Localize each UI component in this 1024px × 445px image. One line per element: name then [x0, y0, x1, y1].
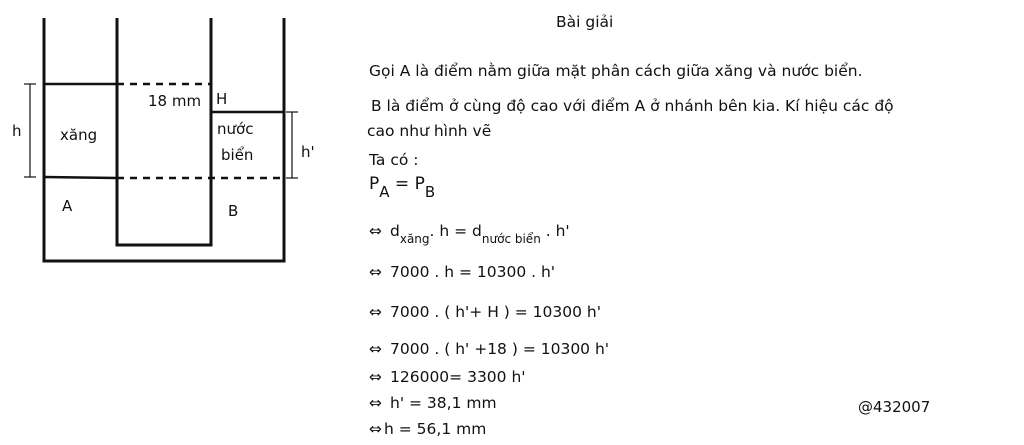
h-prime-label: h' — [301, 143, 315, 161]
equation-7: ⇔ h = 56,1 mm — [369, 420, 487, 438]
iff-icon: ⇔ — [369, 222, 382, 240]
H-label: H — [216, 90, 228, 108]
equation-6: ⇔ h' = 38,1 mm — [369, 394, 497, 412]
interface-line — [44, 177, 117, 178]
equation-1: ⇔ $d_{xăng}$. $h = d_{nước biển}$ . h' — [369, 222, 570, 246]
vessel-inner-wall — [117, 18, 211, 245]
solution-line-3: cao như hình vẽ — [367, 122, 492, 140]
gas-label: xăng — [60, 126, 98, 144]
iff-icon: ⇔ — [369, 263, 382, 281]
equation-5: ⇔ 126000= 3300 h' — [369, 368, 526, 386]
iff-icon: ⇔ — [369, 368, 382, 386]
iff-icon: ⇔ — [369, 340, 382, 358]
water-label-2: biển — [221, 146, 254, 164]
point-a-label: A — [62, 197, 73, 215]
iff-icon: ⇔ — [369, 394, 382, 412]
water-label-1: nước — [217, 120, 254, 138]
solution-line-2: B là điểm ở cùng độ cao với điểm A ở nhánh bên kia. Kí hiệu các độ — [371, 97, 894, 115]
pressure-equation: PA = PB — [369, 174, 436, 201]
iff-icon: ⇔ — [369, 420, 382, 438]
u-tube-diagram — [0, 0, 320, 280]
watermark-text: @432007 — [858, 398, 931, 416]
mm-label: 18 mm — [148, 92, 202, 110]
h-label: h — [12, 122, 22, 140]
equation-4: ⇔ 7000 . ( h' +18 ) = 10300 h' — [369, 340, 610, 358]
solution-line-1: Gọi A là điểm nằm giữa mặt phân cách giữa xăng và nước biển. — [369, 62, 863, 80]
solution-line-4: Ta có : — [369, 151, 419, 169]
equation-3: ⇔ 7000 . ( h'+ H ) = 10300 h' — [369, 303, 601, 321]
solution-title: Bài giải — [556, 13, 614, 31]
equation-2: ⇔ 7000 . h = 10300 . h' — [369, 263, 556, 281]
iff-icon: ⇔ — [369, 303, 382, 321]
point-b-label: B — [228, 202, 239, 220]
